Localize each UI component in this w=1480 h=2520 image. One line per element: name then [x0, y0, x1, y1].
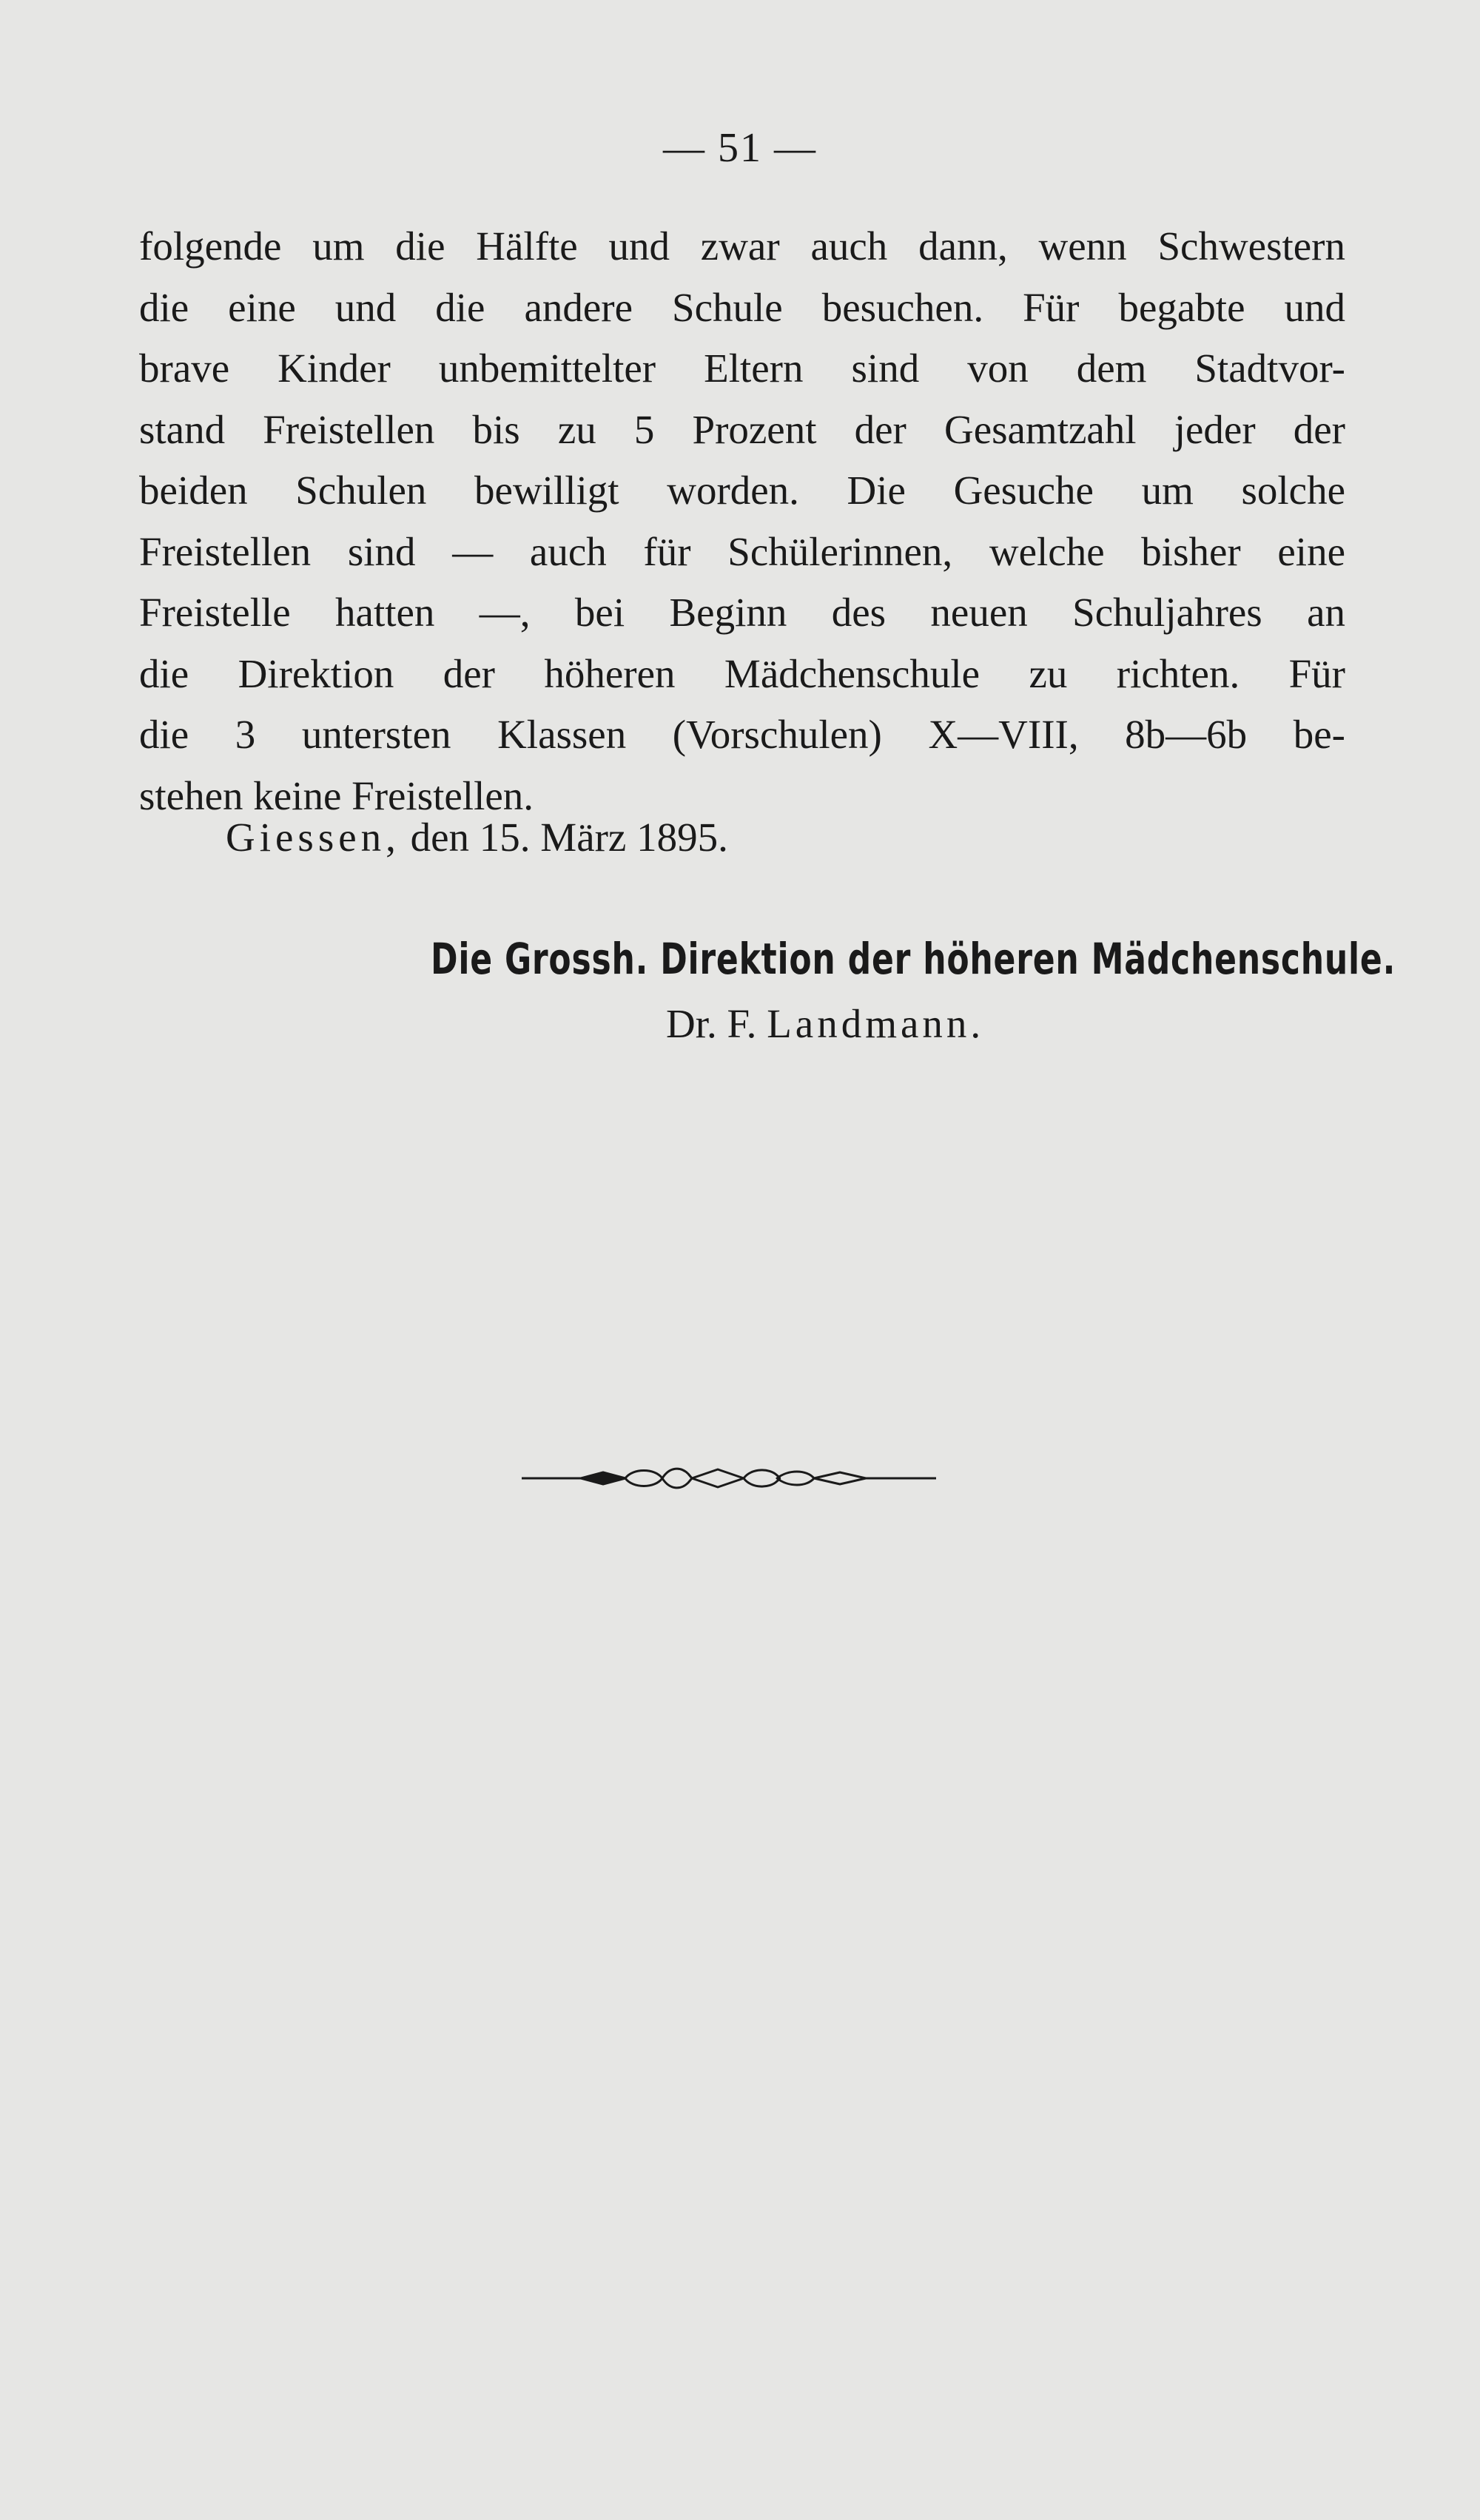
body-paragraph	[139, 216, 1345, 826]
body-line: stehen keine Freistellen.	[139, 772, 534, 818]
body-line: beiden Schulen bewilligt worden. Die Gesuche um solche	[139, 468, 1345, 513]
body-line: folgende um die Hälfte und zwar auch dann, wenn Schwestern	[139, 223, 1345, 269]
signature-name: Landmann.	[767, 1001, 985, 1046]
decorative-rule-ornament-icon	[522, 1456, 936, 1500]
signature-prefix: Dr. F.	[666, 1001, 757, 1046]
body-line: die 3 untersten Klassen (Vorschulen) X—VIII, 8b—6b be-	[139, 712, 1345, 757]
date-text: den 15. März 1895.	[410, 815, 728, 860]
body-line: Freistellen sind — auch für Schülerinnen, welche bisher eine	[139, 528, 1345, 574]
body-line: die Direktion der höheren Mädchenschule zu richten. Für	[139, 650, 1345, 696]
place-name: Giessen,	[226, 815, 400, 860]
body-line: die eine und die andere Schule besuchen. Für begabte und	[139, 284, 1345, 330]
place-date-line	[226, 814, 728, 860]
body-line: Freistelle hatten —, bei Beginn des neuen Schuljahres an	[139, 590, 1345, 635]
body-line: brave Kinder unbemittelter Eltern sind von dem Stadtvor-	[139, 346, 1345, 391]
page-number: — 51 —	[663, 125, 817, 171]
body-line: stand Freistellen bis zu 5 Prozent der Gesamtzahl jeder der	[139, 406, 1345, 452]
issuing-authority: Die Grossh. Direktion der höheren Mädchenschule.	[431, 934, 1396, 984]
signature-line	[666, 1000, 984, 1047]
